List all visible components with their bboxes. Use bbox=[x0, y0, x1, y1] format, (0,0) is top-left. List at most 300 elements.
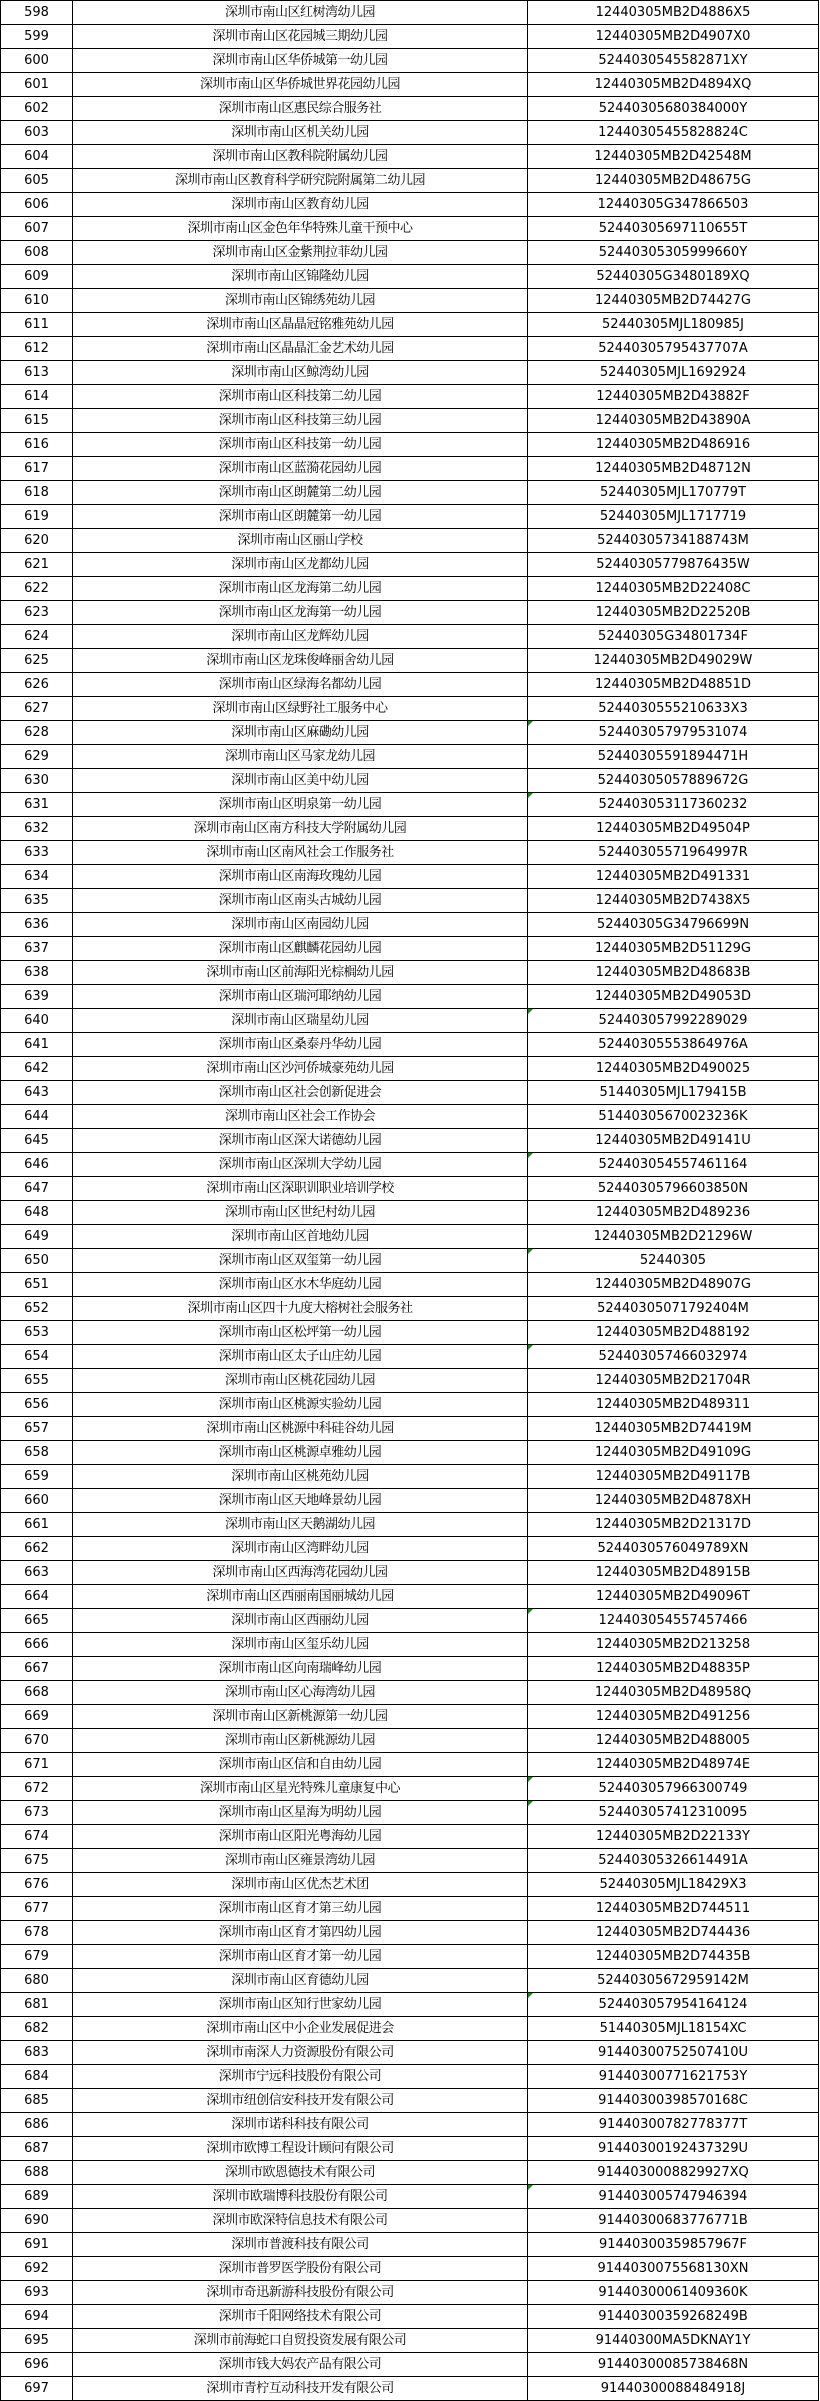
credit-code-cell[interactable]: 91440300782778377T bbox=[528, 2113, 819, 2137]
row-number-cell[interactable]: 658 bbox=[1, 1441, 73, 1465]
row-number-cell[interactable]: 691 bbox=[1, 2233, 73, 2257]
row-number-cell[interactable]: 690 bbox=[1, 2209, 73, 2233]
table-row[interactable] bbox=[1, 1681, 819, 1705]
row-number-cell[interactable]: 624 bbox=[1, 625, 73, 649]
credit-code-cell[interactable]: 51440305670023236K bbox=[528, 1105, 819, 1129]
row-number-cell[interactable]: 615 bbox=[1, 409, 73, 433]
credit-code-cell[interactable]: 12440305MB2D489311 bbox=[528, 1393, 819, 1417]
row-number-cell[interactable]: 611 bbox=[1, 313, 73, 337]
organization-name-cell[interactable]: 深圳市南山区新桃源第一幼儿园 bbox=[73, 1705, 528, 1729]
organization-name-cell[interactable]: 深圳市南山区科技第三幼儿园 bbox=[73, 409, 528, 433]
table-row[interactable] bbox=[1, 1297, 819, 1321]
table-row[interactable] bbox=[1, 409, 819, 433]
row-number-cell[interactable]: 606 bbox=[1, 193, 73, 217]
table-row[interactable] bbox=[1, 721, 819, 745]
organization-name-cell[interactable]: 深圳市南山区新桃源幼儿园 bbox=[73, 1729, 528, 1753]
credit-code-cell[interactable]: 12440305MB2D21317D bbox=[528, 1513, 819, 1537]
credit-code-cell[interactable]: 51440305MJL179415B bbox=[528, 1081, 819, 1105]
table-row[interactable] bbox=[1, 1585, 819, 1609]
table-row[interactable] bbox=[1, 1201, 819, 1225]
row-number-cell[interactable]: 601 bbox=[1, 73, 73, 97]
table-row[interactable] bbox=[1, 1465, 819, 1489]
table-row[interactable] bbox=[1, 817, 819, 841]
credit-code-cell[interactable]: 52440305697110655T bbox=[528, 217, 819, 241]
credit-code-cell[interactable]: 5244030545582871XY bbox=[528, 49, 819, 73]
credit-code-cell[interactable]: 12440305MB2D48974E bbox=[528, 1753, 819, 1777]
credit-code-cell[interactable]: 91440300088484918J bbox=[528, 2377, 819, 2401]
row-number-cell[interactable]: 663 bbox=[1, 1561, 73, 1585]
table-row[interactable] bbox=[1, 1513, 819, 1537]
table-row[interactable] bbox=[1, 2353, 819, 2377]
table-row[interactable] bbox=[1, 49, 819, 73]
table-row[interactable] bbox=[1, 601, 819, 625]
row-number-cell[interactable]: 604 bbox=[1, 145, 73, 169]
credit-code-cell[interactable]: 12440305MB2D48915B bbox=[528, 1561, 819, 1585]
credit-code-cell[interactable]: 124403054557457466 bbox=[528, 1609, 819, 1633]
organization-name-cell[interactable]: 深圳市南山区雍景湾幼儿园 bbox=[73, 1849, 528, 1873]
organization-name-cell[interactable]: 深圳市南山区龙辉幼儿园 bbox=[73, 625, 528, 649]
row-number-cell[interactable]: 659 bbox=[1, 1465, 73, 1489]
row-number-cell[interactable]: 692 bbox=[1, 2257, 73, 2281]
organization-name-cell[interactable]: 深圳市南山区朗麓第二幼儿园 bbox=[73, 481, 528, 505]
row-number-cell[interactable]: 605 bbox=[1, 169, 73, 193]
credit-code-cell[interactable]: 524403057966300749 bbox=[528, 1777, 819, 1801]
credit-code-cell[interactable]: 12440305MB2D744436 bbox=[528, 1921, 819, 1945]
credit-code-cell[interactable]: 12440305MB2D488005 bbox=[528, 1729, 819, 1753]
table-row[interactable] bbox=[1, 1105, 819, 1129]
credit-code-cell[interactable]: 91440300752507410U bbox=[528, 2041, 819, 2065]
organization-name-cell[interactable]: 深圳市南山区桃源中科硅谷幼儿园 bbox=[73, 1417, 528, 1441]
organization-name-cell[interactable]: 深圳市南山区桃苑幼儿园 bbox=[73, 1465, 528, 1489]
table-row[interactable] bbox=[1, 841, 819, 865]
organization-name-cell[interactable]: 深圳市南山区美中幼儿园 bbox=[73, 769, 528, 793]
credit-code-cell[interactable]: 12440305MB2D490025 bbox=[528, 1057, 819, 1081]
table-row[interactable] bbox=[1, 937, 819, 961]
organization-name-cell[interactable]: 深圳市南山区社会创新促进会 bbox=[73, 1081, 528, 1105]
row-number-cell[interactable]: 644 bbox=[1, 1105, 73, 1129]
credit-code-cell[interactable]: 52440305734188743M bbox=[528, 529, 819, 553]
credit-code-cell[interactable]: 12440305MB2D21704R bbox=[528, 1369, 819, 1393]
table-row[interactable] bbox=[1, 1393, 819, 1417]
table-row[interactable] bbox=[1, 1873, 819, 1897]
credit-code-cell[interactable]: 91440300359268249B bbox=[528, 2305, 819, 2329]
credit-code-cell[interactable]: 91440300061409360K bbox=[528, 2281, 819, 2305]
table-row[interactable] bbox=[1, 1537, 819, 1561]
organization-name-cell[interactable]: 深圳市南山区龙都幼儿园 bbox=[73, 553, 528, 577]
organization-name-cell[interactable]: 深圳市南山区向南瑞峰幼儿园 bbox=[73, 1657, 528, 1681]
credit-code-cell[interactable]: 52440305G3480189XQ bbox=[528, 265, 819, 289]
table-row[interactable] bbox=[1, 985, 819, 1009]
table-row[interactable] bbox=[1, 1633, 819, 1657]
row-number-cell[interactable]: 629 bbox=[1, 745, 73, 769]
row-number-cell[interactable]: 613 bbox=[1, 361, 73, 385]
table-row[interactable] bbox=[1, 2041, 819, 2065]
table-row[interactable] bbox=[1, 649, 819, 673]
table-row[interactable] bbox=[1, 2017, 819, 2041]
organization-name-cell[interactable]: 深圳市南山区花园城三期幼儿园 bbox=[73, 25, 528, 49]
row-number-cell[interactable]: 607 bbox=[1, 217, 73, 241]
credit-code-cell[interactable]: 12440305MB2D22520B bbox=[528, 601, 819, 625]
organization-name-cell[interactable]: 深圳市南山区松坪第一幼儿园 bbox=[73, 1321, 528, 1345]
organization-name-cell[interactable]: 深圳市南山区南方科技大学附属幼儿园 bbox=[73, 817, 528, 841]
credit-code-cell[interactable]: 12440305MB2D22408C bbox=[528, 577, 819, 601]
row-number-cell[interactable]: 679 bbox=[1, 1945, 73, 1969]
table-row[interactable] bbox=[1, 1969, 819, 1993]
table-row[interactable] bbox=[1, 121, 819, 145]
credit-code-cell[interactable]: 91440300398570168C bbox=[528, 2089, 819, 2113]
row-number-cell[interactable]: 647 bbox=[1, 1177, 73, 1201]
row-number-cell[interactable]: 618 bbox=[1, 481, 73, 505]
organization-name-cell[interactable]: 深圳市南山区瑞星幼儿园 bbox=[73, 1009, 528, 1033]
organization-name-cell[interactable]: 深圳市南山区太子山庄幼儿园 bbox=[73, 1345, 528, 1369]
credit-code-cell[interactable]: 12440305MB2D4907X0 bbox=[528, 25, 819, 49]
row-number-cell[interactable]: 649 bbox=[1, 1225, 73, 1249]
table-row[interactable] bbox=[1, 241, 819, 265]
table-row[interactable] bbox=[1, 1153, 819, 1177]
table-row[interactable] bbox=[1, 625, 819, 649]
credit-code-cell[interactable]: 12440305MB2D49053D bbox=[528, 985, 819, 1009]
credit-code-cell[interactable]: 12440305MB2D49504P bbox=[528, 817, 819, 841]
organization-name-cell[interactable]: 深圳市南山区桃源卓雅幼儿园 bbox=[73, 1441, 528, 1465]
row-number-cell[interactable]: 669 bbox=[1, 1705, 73, 1729]
row-number-cell[interactable]: 608 bbox=[1, 241, 73, 265]
table-row[interactable] bbox=[1, 2089, 819, 2113]
credit-code-cell[interactable]: 524403054557461164 bbox=[528, 1153, 819, 1177]
row-number-cell[interactable]: 637 bbox=[1, 937, 73, 961]
credit-code-cell[interactable]: 52440305796603850N bbox=[528, 1177, 819, 1201]
credit-code-cell[interactable]: 51440305MJL18154XC bbox=[528, 2017, 819, 2041]
table-row[interactable] bbox=[1, 577, 819, 601]
organization-name-cell[interactable]: 深圳市南山区金紫荆拉菲幼儿园 bbox=[73, 241, 528, 265]
organization-name-cell[interactable]: 深圳市南山区晶晶汇金艺术幼儿园 bbox=[73, 337, 528, 361]
credit-code-cell[interactable]: 524403057412310095 bbox=[528, 1801, 819, 1825]
row-number-cell[interactable]: 633 bbox=[1, 841, 73, 865]
organization-name-cell[interactable]: 深圳市南山区双玺第一幼儿园 bbox=[73, 1249, 528, 1273]
credit-code-cell[interactable]: 12440305MB2D49029W bbox=[528, 649, 819, 673]
credit-code-cell[interactable]: 12440305MB2D42548M bbox=[528, 145, 819, 169]
organization-name-cell[interactable]: 深圳市南山区朗麓第一幼儿园 bbox=[73, 505, 528, 529]
row-number-cell[interactable]: 683 bbox=[1, 2041, 73, 2065]
organization-name-cell[interactable]: 深圳市南山区桃花园幼儿园 bbox=[73, 1369, 528, 1393]
table-row[interactable] bbox=[1, 1753, 819, 1777]
row-number-cell[interactable]: 674 bbox=[1, 1825, 73, 1849]
credit-code-cell[interactable]: 12440305MB2D43890A bbox=[528, 409, 819, 433]
row-number-cell[interactable]: 610 bbox=[1, 289, 73, 313]
table-row[interactable] bbox=[1, 217, 819, 241]
organization-name-cell[interactable]: 深圳市南山区深大诺德幼儿园 bbox=[73, 1129, 528, 1153]
organization-name-cell[interactable]: 深圳市南山区龙海第一幼儿园 bbox=[73, 601, 528, 625]
organization-name-cell[interactable]: 深圳市南山区瑞河耶纳幼儿园 bbox=[73, 985, 528, 1009]
row-number-cell[interactable]: 694 bbox=[1, 2305, 73, 2329]
credit-code-cell[interactable]: 12440305MB2D49117B bbox=[528, 1465, 819, 1489]
credit-code-cell[interactable]: 12440305MB2D74419M bbox=[528, 1417, 819, 1441]
table-row[interactable] bbox=[1, 2209, 819, 2233]
row-number-cell[interactable]: 642 bbox=[1, 1057, 73, 1081]
table-row[interactable] bbox=[1, 2161, 819, 2185]
credit-code-cell[interactable]: 12440305MB2D49096T bbox=[528, 1585, 819, 1609]
organization-name-cell[interactable]: 深圳市南山区育德幼儿园 bbox=[73, 1969, 528, 1993]
organization-name-cell[interactable]: 深圳市诺科科技有限公司 bbox=[73, 2113, 528, 2137]
table-row[interactable] bbox=[1, 193, 819, 217]
row-number-cell[interactable]: 612 bbox=[1, 337, 73, 361]
organization-name-cell[interactable]: 深圳市南山区社会工作协会 bbox=[73, 1105, 528, 1129]
credit-code-cell[interactable]: 12440305MB2D4886X5 bbox=[528, 1, 819, 25]
table-row[interactable] bbox=[1, 97, 819, 121]
table-row[interactable] bbox=[1, 1129, 819, 1153]
table-row[interactable] bbox=[1, 1057, 819, 1081]
credit-code-cell[interactable]: 12440305MB2D43882F bbox=[528, 385, 819, 409]
table-row[interactable] bbox=[1, 505, 819, 529]
credit-code-cell[interactable]: 12440305G347866503 bbox=[528, 193, 819, 217]
table-row[interactable] bbox=[1, 793, 819, 817]
table-row[interactable] bbox=[1, 1849, 819, 1873]
organization-name-cell[interactable]: 深圳市南山区机关幼儿园 bbox=[73, 121, 528, 145]
table-row[interactable] bbox=[1, 865, 819, 889]
row-number-cell[interactable]: 662 bbox=[1, 1537, 73, 1561]
credit-code-cell[interactable]: 52440305057889672G bbox=[528, 769, 819, 793]
row-number-cell[interactable]: 643 bbox=[1, 1081, 73, 1105]
credit-code-cell[interactable]: 52440305MJL18429X3 bbox=[528, 1873, 819, 1897]
row-number-cell[interactable]: 676 bbox=[1, 1873, 73, 1897]
organization-name-cell[interactable]: 深圳市南山区沙河侨城豪苑幼儿园 bbox=[73, 1057, 528, 1081]
credit-code-cell[interactable]: 12440305MB2D488192 bbox=[528, 1321, 819, 1345]
table-row[interactable] bbox=[1, 769, 819, 793]
row-number-cell[interactable]: 652 bbox=[1, 1297, 73, 1321]
organization-name-cell[interactable]: 深圳市南山区金色年华特殊儿童干预中心 bbox=[73, 217, 528, 241]
row-number-cell[interactable]: 628 bbox=[1, 721, 73, 745]
organization-name-cell[interactable]: 深圳市南深人力资源股份有限公司 bbox=[73, 2041, 528, 2065]
organization-name-cell[interactable]: 深圳市千阳网络技术有限公司 bbox=[73, 2305, 528, 2329]
organization-name-cell[interactable]: 深圳市南山区南风社会工作服务社 bbox=[73, 841, 528, 865]
credit-code-cell[interactable]: 9144030075568130XN bbox=[528, 2257, 819, 2281]
credit-code-cell[interactable]: 12440305MB2D49141U bbox=[528, 1129, 819, 1153]
table-row[interactable] bbox=[1, 1489, 819, 1513]
credit-code-cell[interactable]: 9144030008829927XQ bbox=[528, 2161, 819, 2185]
row-number-cell[interactable]: 621 bbox=[1, 553, 73, 577]
organization-name-cell[interactable]: 深圳市南山区麻磡幼儿园 bbox=[73, 721, 528, 745]
row-number-cell[interactable]: 671 bbox=[1, 1753, 73, 1777]
organization-name-cell[interactable]: 深圳市南山区玺乐幼儿园 bbox=[73, 1633, 528, 1657]
row-number-cell[interactable]: 672 bbox=[1, 1777, 73, 1801]
organization-name-cell[interactable]: 深圳市南山区深职训职业培训学校 bbox=[73, 1177, 528, 1201]
row-number-cell[interactable]: 625 bbox=[1, 649, 73, 673]
table-row[interactable] bbox=[1, 961, 819, 985]
row-number-cell[interactable]: 638 bbox=[1, 961, 73, 985]
row-number-cell[interactable]: 614 bbox=[1, 385, 73, 409]
credit-code-cell[interactable]: 914403005747946394 bbox=[528, 2185, 819, 2209]
row-number-cell[interactable]: 673 bbox=[1, 1801, 73, 1825]
row-number-cell[interactable]: 682 bbox=[1, 2017, 73, 2041]
table-row[interactable] bbox=[1, 1921, 819, 1945]
table-row[interactable] bbox=[1, 1033, 819, 1057]
row-number-cell[interactable]: 640 bbox=[1, 1009, 73, 1033]
table-row[interactable] bbox=[1, 1273, 819, 1297]
credit-code-cell[interactable]: 12440305MB2D48712N bbox=[528, 457, 819, 481]
credit-code-cell[interactable]: 12440305MB2D74427G bbox=[528, 289, 819, 313]
table-row[interactable] bbox=[1, 1705, 819, 1729]
organization-name-cell[interactable]: 深圳市南山区南园幼儿园 bbox=[73, 913, 528, 937]
organization-name-cell[interactable]: 深圳市欧博工程设计顾问有限公司 bbox=[73, 2137, 528, 2161]
organization-name-cell[interactable]: 深圳市南山区教科院附属幼儿园 bbox=[73, 145, 528, 169]
organization-name-cell[interactable]: 深圳市南山区桑泰丹华幼儿园 bbox=[73, 1033, 528, 1057]
organization-name-cell[interactable]: 深圳市南山区龙珠俊峰丽舍幼儿园 bbox=[73, 649, 528, 673]
credit-code-cell[interactable]: 12440305MB2D48683B bbox=[528, 961, 819, 985]
table-row[interactable] bbox=[1, 1945, 819, 1969]
table-row[interactable] bbox=[1, 385, 819, 409]
table-row[interactable] bbox=[1, 145, 819, 169]
credit-code-cell[interactable]: 12440305MB2D489236 bbox=[528, 1201, 819, 1225]
table-row[interactable] bbox=[1, 433, 819, 457]
table-row[interactable] bbox=[1, 2065, 819, 2089]
credit-code-cell[interactable]: 524403057979531074 bbox=[528, 721, 819, 745]
table-row[interactable] bbox=[1, 361, 819, 385]
table-row[interactable] bbox=[1, 1, 819, 25]
organization-name-cell[interactable]: 深圳市南山区鲸湾幼儿园 bbox=[73, 361, 528, 385]
organization-name-cell[interactable]: 深圳市南山区湾畔幼儿园 bbox=[73, 1537, 528, 1561]
row-number-cell[interactable]: 654 bbox=[1, 1345, 73, 1369]
credit-code-cell[interactable]: 91440300359857967F bbox=[528, 2233, 819, 2257]
credit-code-cell[interactable]: 12440305MB2D486916 bbox=[528, 433, 819, 457]
credit-code-cell[interactable]: 91440300683776771B bbox=[528, 2209, 819, 2233]
table-row[interactable] bbox=[1, 2377, 819, 2401]
credit-code-cell[interactable]: 52440305305999660Y bbox=[528, 241, 819, 265]
table-row[interactable] bbox=[1, 2305, 819, 2329]
organization-name-cell[interactable]: 深圳市南山区西丽南国丽城幼儿园 bbox=[73, 1585, 528, 1609]
credit-code-cell[interactable]: 52440305MJL1692924 bbox=[528, 361, 819, 385]
table-row[interactable] bbox=[1, 745, 819, 769]
row-number-cell[interactable]: 667 bbox=[1, 1657, 73, 1681]
organization-name-cell[interactable]: 深圳市宁远科技股份有限公司 bbox=[73, 2065, 528, 2089]
table-row[interactable] bbox=[1, 553, 819, 577]
row-number-cell[interactable]: 665 bbox=[1, 1609, 73, 1633]
organization-name-cell[interactable]: 深圳市南山区中小企业发展促进会 bbox=[73, 2017, 528, 2041]
organization-name-cell[interactable]: 深圳市南山区教育科学研究院附属第二幼儿园 bbox=[73, 169, 528, 193]
table-row[interactable] bbox=[1, 529, 819, 553]
row-number-cell[interactable]: 664 bbox=[1, 1585, 73, 1609]
row-number-cell[interactable]: 598 bbox=[1, 1, 73, 25]
row-number-cell[interactable]: 641 bbox=[1, 1033, 73, 1057]
row-number-cell[interactable]: 696 bbox=[1, 2353, 73, 2377]
row-number-cell[interactable]: 695 bbox=[1, 2329, 73, 2353]
row-number-cell[interactable]: 651 bbox=[1, 1273, 73, 1297]
row-number-cell[interactable]: 675 bbox=[1, 1849, 73, 1873]
table-row[interactable] bbox=[1, 1825, 819, 1849]
credit-code-cell[interactable]: 52440305G34801734F bbox=[528, 625, 819, 649]
table-row[interactable] bbox=[1, 289, 819, 313]
table-row[interactable] bbox=[1, 1801, 819, 1825]
row-number-cell[interactable]: 632 bbox=[1, 817, 73, 841]
credit-code-cell[interactable]: 52440305 bbox=[528, 1249, 819, 1273]
table-row[interactable] bbox=[1, 1729, 819, 1753]
organization-name-cell[interactable]: 深圳市南山区优杰艺术团 bbox=[73, 1873, 528, 1897]
credit-code-cell[interactable]: 12440305MB2D4878XH bbox=[528, 1489, 819, 1513]
organization-name-cell[interactable]: 深圳市南山区锦隆幼儿园 bbox=[73, 265, 528, 289]
row-number-cell[interactable]: 627 bbox=[1, 697, 73, 721]
row-number-cell[interactable]: 650 bbox=[1, 1249, 73, 1273]
credit-code-cell[interactable]: 12440305MB2D48675G bbox=[528, 169, 819, 193]
organization-name-cell[interactable]: 深圳市南山区星海为明幼儿园 bbox=[73, 1801, 528, 1825]
organization-name-cell[interactable]: 深圳市南山区桃源实验幼儿园 bbox=[73, 1393, 528, 1417]
table-row[interactable] bbox=[1, 1225, 819, 1249]
table-row[interactable] bbox=[1, 1249, 819, 1273]
credit-code-cell[interactable]: 52440305MJL170779T bbox=[528, 481, 819, 505]
row-number-cell[interactable]: 684 bbox=[1, 2065, 73, 2089]
table-row[interactable] bbox=[1, 2113, 819, 2137]
organization-name-cell[interactable]: 深圳市南山区明泉第一幼儿园 bbox=[73, 793, 528, 817]
organization-name-cell[interactable]: 深圳市南山区惠民综合服务社 bbox=[73, 97, 528, 121]
organization-name-cell[interactable]: 深圳市南山区晶晶冠铭雅苑幼儿园 bbox=[73, 313, 528, 337]
credit-code-cell[interactable]: 12440305455828824C bbox=[528, 121, 819, 145]
organization-name-cell[interactable]: 深圳市奇迅新游科技股份有限公司 bbox=[73, 2281, 528, 2305]
table-row[interactable] bbox=[1, 1441, 819, 1465]
table-row[interactable] bbox=[1, 2137, 819, 2161]
row-number-cell[interactable]: 653 bbox=[1, 1321, 73, 1345]
row-number-cell[interactable]: 687 bbox=[1, 2137, 73, 2161]
credit-code-cell[interactable]: 12440305MB2D48835P bbox=[528, 1657, 819, 1681]
table-row[interactable] bbox=[1, 1561, 819, 1585]
row-number-cell[interactable]: 609 bbox=[1, 265, 73, 289]
organization-name-cell[interactable]: 深圳市南山区知行世家幼儿园 bbox=[73, 1993, 528, 2017]
row-number-cell[interactable]: 646 bbox=[1, 1153, 73, 1177]
organization-name-cell[interactable]: 深圳市南山区龙海第二幼儿园 bbox=[73, 577, 528, 601]
organization-name-cell[interactable]: 深圳市南山区南头古城幼儿园 bbox=[73, 889, 528, 913]
organization-name-cell[interactable]: 深圳市南山区丽山学校 bbox=[73, 529, 528, 553]
row-number-cell[interactable]: 636 bbox=[1, 913, 73, 937]
organization-name-cell[interactable]: 深圳市南山区科技第二幼儿园 bbox=[73, 385, 528, 409]
table-row[interactable] bbox=[1, 1321, 819, 1345]
credit-code-cell[interactable]: 12440305MB2D744511 bbox=[528, 1897, 819, 1921]
row-number-cell[interactable]: 631 bbox=[1, 793, 73, 817]
row-number-cell[interactable]: 603 bbox=[1, 121, 73, 145]
table-row[interactable] bbox=[1, 673, 819, 697]
table-row[interactable] bbox=[1, 2233, 819, 2257]
credit-code-cell[interactable]: 12440305MB2D491256 bbox=[528, 1705, 819, 1729]
credit-code-cell[interactable]: 12440305MB2D491331 bbox=[528, 865, 819, 889]
credit-code-cell[interactable]: 524403057954164124 bbox=[528, 1993, 819, 2017]
organization-name-cell[interactable]: 深圳市普罗医学股份有限公司 bbox=[73, 2257, 528, 2281]
row-number-cell[interactable]: 661 bbox=[1, 1513, 73, 1537]
row-number-cell[interactable]: 655 bbox=[1, 1369, 73, 1393]
organization-name-cell[interactable]: 深圳市南山区南海玫瑰幼儿园 bbox=[73, 865, 528, 889]
credit-code-cell[interactable]: 91440300085738468N bbox=[528, 2353, 819, 2377]
credit-code-cell[interactable]: 52440305MJL1717719 bbox=[528, 505, 819, 529]
table-row[interactable] bbox=[1, 889, 819, 913]
table-row[interactable] bbox=[1, 1897, 819, 1921]
credit-code-cell[interactable]: 524403057992289029 bbox=[528, 1009, 819, 1033]
row-number-cell[interactable]: 680 bbox=[1, 1969, 73, 1993]
credit-code-cell[interactable]: 52440305G34796699N bbox=[528, 913, 819, 937]
table-row[interactable] bbox=[1, 1345, 819, 1369]
table-row[interactable] bbox=[1, 2257, 819, 2281]
credit-code-cell[interactable]: 5244030555210633X3 bbox=[528, 697, 819, 721]
credit-code-cell[interactable]: 52440305779876435W bbox=[528, 553, 819, 577]
organization-name-cell[interactable]: 深圳市欧深特信息技术有限公司 bbox=[73, 2209, 528, 2233]
row-number-cell[interactable]: 623 bbox=[1, 601, 73, 625]
row-number-cell[interactable]: 693 bbox=[1, 2281, 73, 2305]
credit-code-cell[interactable]: 52440305071792404M bbox=[528, 1297, 819, 1321]
credit-code-cell[interactable]: 91440300MA5DKNAY1Y bbox=[528, 2329, 819, 2353]
credit-code-cell[interactable]: 12440305MB2D22133Y bbox=[528, 1825, 819, 1849]
organization-name-cell[interactable]: 深圳市南山区锦绣苑幼儿园 bbox=[73, 289, 528, 313]
row-number-cell[interactable]: 657 bbox=[1, 1417, 73, 1441]
table-row[interactable] bbox=[1, 1609, 819, 1633]
organization-name-cell[interactable]: 深圳市欧瑞博科技股份有限公司 bbox=[73, 2185, 528, 2209]
table-row[interactable] bbox=[1, 1009, 819, 1033]
table-row[interactable] bbox=[1, 265, 819, 289]
credit-code-cell[interactable]: 12440305MB2D48907G bbox=[528, 1273, 819, 1297]
table-row[interactable] bbox=[1, 1369, 819, 1393]
row-number-cell[interactable]: 639 bbox=[1, 985, 73, 1009]
